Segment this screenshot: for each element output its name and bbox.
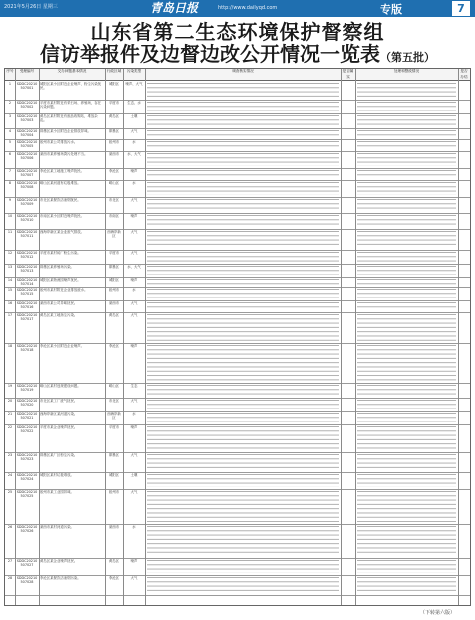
region: 市北区 xyxy=(108,399,120,403)
investigation-text xyxy=(147,577,339,593)
column-divider xyxy=(145,69,146,605)
handling-text xyxy=(357,115,456,126)
handling-text xyxy=(357,345,456,381)
issue-summary: 黄岛区某村附近有废品收购站，堆放杂乱。 xyxy=(40,114,98,123)
page-header-bar xyxy=(0,0,475,17)
region: 胶州市 xyxy=(108,490,120,494)
th-issue: 交办问题基本情况 xyxy=(57,69,87,73)
column-divider xyxy=(39,69,40,605)
newspaper-logo: 青岛日报 xyxy=(150,1,199,15)
investigation-text xyxy=(147,474,339,487)
th-verified: 是否属实 xyxy=(342,69,354,79)
issue-summary: 崂山区某村违规建设问题。 xyxy=(40,384,81,388)
region: 黄岛区 xyxy=(108,114,120,118)
region: 即墨区 xyxy=(108,129,120,133)
investigation-text xyxy=(147,426,339,450)
case-id: SDDC20210507011 xyxy=(16,230,38,239)
investigation-text xyxy=(147,385,339,396)
handling-text xyxy=(357,454,456,470)
issue-summary: 莱西市某村河道污染。 xyxy=(40,525,74,529)
investigation-text xyxy=(147,115,339,126)
pollution-type: 大气 xyxy=(130,230,138,234)
region: 黄岛区 xyxy=(108,313,120,317)
section-name: 专版 xyxy=(380,3,402,16)
case-id: SDDC20210507018 xyxy=(16,344,38,353)
issue-summary: 崂山区某河道有垃圾堆放。 xyxy=(40,181,81,185)
issue-summary: 李沧区某餐饮店油烟污染。 xyxy=(40,576,81,580)
table-row xyxy=(5,452,470,473)
row-number: 5 xyxy=(8,140,12,144)
handling-text xyxy=(357,199,456,211)
issue-summary: 即墨区某小区附近企业排放异味。 xyxy=(40,129,91,133)
region: 李沧区 xyxy=(108,169,120,173)
issue-summary: 城阳区某物流园噪声扰民。 xyxy=(40,278,81,282)
th-pollution-type: 污染类型 xyxy=(126,69,142,73)
table-row xyxy=(5,472,470,490)
issue-summary: 莱西市某养殖场粪污处理不当。 xyxy=(40,152,88,156)
investigation-text xyxy=(147,252,339,262)
investigation-text xyxy=(147,302,339,310)
table-row xyxy=(5,424,470,453)
row-number: 28 xyxy=(7,576,13,580)
issue-summary: 平度市某村砖厂粉尘污染。 xyxy=(40,251,81,255)
case-id: SDDC20210507010 xyxy=(16,214,38,223)
row-number: 13 xyxy=(7,265,13,269)
handling-text xyxy=(357,231,456,248)
table-row xyxy=(5,398,470,412)
handling-text xyxy=(357,279,456,285)
handling-text xyxy=(357,385,456,396)
region: 李沧区 xyxy=(108,576,120,580)
table-row xyxy=(5,383,470,399)
pollution-type: 大气 xyxy=(130,313,138,317)
region: 黄岛区 xyxy=(108,559,120,563)
article-title xyxy=(0,21,475,69)
region: 莱西市 xyxy=(108,152,120,156)
issue-summary: 即墨区某养殖场污染。 xyxy=(40,265,74,269)
case-id: SDDC20210507023 xyxy=(16,453,38,462)
region: 城阳区 xyxy=(108,473,120,477)
row-number: 4 xyxy=(8,129,12,133)
region: 莱西市 xyxy=(108,525,120,529)
region: 李沧区 xyxy=(108,344,120,348)
region: 市北区 xyxy=(108,198,120,202)
handling-text xyxy=(357,153,456,166)
row-number: 2 xyxy=(8,101,12,105)
handling-text xyxy=(357,252,456,262)
issue-date: 2021年5月26日 星期三 xyxy=(4,4,58,10)
table-row xyxy=(5,524,470,559)
th-case-id: 受理编号 xyxy=(19,69,35,73)
case-id: SDDC20210507027 xyxy=(16,559,38,568)
case-id: SDDC20210507006 xyxy=(16,152,38,161)
table-row xyxy=(5,180,470,198)
investigation-text xyxy=(147,560,339,573)
issue-summary: 市南区某小区附近噪声扰民。 xyxy=(40,214,85,218)
issue-summary: 黄岛区某企业噪声扰民。 xyxy=(40,559,78,563)
column-divider xyxy=(105,69,106,605)
investigation-text xyxy=(147,130,339,137)
case-id: SDDC20210507016 xyxy=(16,301,38,310)
case-id: SDDC20210507007 xyxy=(16,169,38,178)
page-number: 7 xyxy=(452,1,470,16)
table-row xyxy=(5,558,470,576)
row-number: 21 xyxy=(7,412,13,416)
row-number: 18 xyxy=(7,344,13,348)
pollution-type: 水 xyxy=(132,140,136,144)
region: 即墨区 xyxy=(108,453,120,457)
case-id: SDDC20210507014 xyxy=(16,278,38,286)
investigation-text xyxy=(147,170,339,178)
row-number: 8 xyxy=(8,181,12,185)
issue-summary: 李沧区某小区附近企业噪声。 xyxy=(40,344,85,348)
investigation-text xyxy=(147,153,339,166)
investigation-text xyxy=(147,400,339,409)
issue-summary: 平度市某村附近有采石场、养殖场，存在污染问题。 xyxy=(40,101,102,110)
website-url: http://www.dailyqd.com xyxy=(218,5,278,11)
table-row xyxy=(5,229,470,251)
row-number: 10 xyxy=(7,214,13,218)
pollution-type: 大气 xyxy=(130,301,138,305)
handling-text xyxy=(357,400,456,409)
row-number: 26 xyxy=(7,525,13,529)
pollution-type: 噪声 xyxy=(130,559,138,563)
pollution-type: 大气 xyxy=(130,198,138,202)
row-number: 16 xyxy=(7,301,13,305)
pollution-type: 大气 xyxy=(130,399,138,403)
column-divider xyxy=(458,69,459,605)
case-id: SDDC20210507004 xyxy=(16,129,38,138)
row-number: 9 xyxy=(8,198,12,202)
row-number: 24 xyxy=(7,473,13,477)
handling-text xyxy=(357,491,456,522)
handling-text xyxy=(357,526,456,556)
pollution-type: 生态、水 xyxy=(127,101,141,105)
handling-text xyxy=(357,577,456,593)
handling-text xyxy=(357,302,456,310)
table-row xyxy=(5,287,470,301)
pollution-type: 土壤 xyxy=(130,114,138,118)
table-row xyxy=(5,213,470,230)
region: 市南区 xyxy=(108,214,120,218)
case-id: SDDC20210507008 xyxy=(16,181,38,190)
pollution-type: 噪声 xyxy=(130,214,138,218)
table-row xyxy=(5,113,470,129)
handling-text xyxy=(357,215,456,227)
th-investigation: 调查核实情况 xyxy=(232,69,254,73)
issue-summary: 城阳区某小区附近企业噪声、粉尘污染扰民。 xyxy=(40,82,102,91)
issue-summary: 李沧区某工地施工噪声扰民。 xyxy=(40,169,85,173)
pollution-type: 大气 xyxy=(130,251,138,255)
column-divider xyxy=(123,69,124,605)
issue-summary: 莱西市某公司异味扰民。 xyxy=(40,301,78,305)
th-closed: 是否办结 xyxy=(460,69,468,79)
investigation-text xyxy=(147,413,339,422)
issue-summary: 西海岸新区某企业废气排放。 xyxy=(40,230,85,234)
case-id: SDDC20210507001 xyxy=(16,82,38,91)
region: 西海岸新区 xyxy=(107,230,121,239)
case-id: SDDC20210507005 xyxy=(16,140,38,149)
investigation-text xyxy=(147,289,339,298)
pollution-type: 土壤 xyxy=(130,473,138,477)
issue-summary: 胶州市某公司排放污水。 xyxy=(40,140,78,144)
pollution-type: 噪声 xyxy=(130,278,138,282)
investigation-text xyxy=(147,102,339,111)
table-row xyxy=(5,343,470,384)
pollution-type: 水 xyxy=(132,288,136,292)
table-row xyxy=(5,411,470,425)
pollution-type: 大气 xyxy=(130,129,138,133)
case-id: SDDC20210507015 xyxy=(16,288,38,297)
continued-note: （下转第六版） xyxy=(420,610,456,616)
handling-text xyxy=(357,141,456,149)
handling-text xyxy=(357,182,456,195)
table-header xyxy=(5,69,470,81)
issue-summary: 即墨区某厂区粉尘污染。 xyxy=(40,453,78,457)
title-line-2-text: 信访举报件及边督边改公开情况一览表 xyxy=(40,42,380,66)
issue-summary: 胶州市某村附近企业排放废水。 xyxy=(40,288,88,292)
handling-text xyxy=(357,413,456,422)
investigation-text xyxy=(147,454,339,470)
pollution-type: 生态 xyxy=(130,384,138,388)
region: 平度市 xyxy=(108,101,120,105)
row-number: 17 xyxy=(7,313,13,317)
row-number: 12 xyxy=(7,251,13,255)
row-number: 23 xyxy=(7,453,13,457)
table-row xyxy=(5,250,470,265)
pollution-type: 大气 xyxy=(130,576,138,580)
table-row xyxy=(5,151,470,169)
case-id: SDDC20210507020 xyxy=(16,399,38,408)
table-row xyxy=(5,489,470,525)
table-row xyxy=(5,100,470,114)
investigation-text xyxy=(147,83,339,98)
row-number: 6 xyxy=(8,152,12,156)
case-id: SDDC20210507024 xyxy=(16,473,38,482)
handling-text xyxy=(357,83,456,98)
investigation-text xyxy=(147,266,339,275)
row-number: 27 xyxy=(7,559,13,563)
region: 平度市 xyxy=(108,251,120,255)
handling-text xyxy=(357,170,456,178)
column-divider xyxy=(355,69,356,605)
case-id: SDDC20210507025 xyxy=(16,490,38,499)
investigation-text xyxy=(147,141,339,149)
region: 崂山区 xyxy=(108,181,120,185)
handling-text xyxy=(357,314,456,341)
investigation-text xyxy=(147,199,339,211)
case-id: SDDC20210507003 xyxy=(16,114,38,123)
case-id: SDDC20210507028 xyxy=(16,576,38,585)
th-handling: 处理和整改情况 xyxy=(393,69,420,73)
issue-summary: 胶州市某工业园异味。 xyxy=(40,490,74,494)
case-id: SDDC20210507026 xyxy=(16,525,38,534)
region: 平度市 xyxy=(108,425,120,429)
case-id: SDDC20210507002 xyxy=(16,101,38,110)
region: 城阳区 xyxy=(108,82,120,86)
investigation-text xyxy=(147,526,339,556)
complaints-table xyxy=(4,68,471,606)
pollution-type: 大气 xyxy=(130,490,138,494)
case-id: SDDC20210507009 xyxy=(16,198,38,207)
table-row xyxy=(5,197,470,214)
case-id: SDDC20210507021 xyxy=(16,412,38,421)
pollution-type: 水、大气 xyxy=(127,265,141,269)
case-id: SDDC20210507012 xyxy=(16,251,38,260)
investigation-text xyxy=(147,491,339,522)
pollution-type: 水 xyxy=(132,181,136,185)
row-number: 20 xyxy=(7,399,13,403)
region: 胶州市 xyxy=(108,140,120,144)
pollution-type: 噪声 xyxy=(130,169,138,173)
case-id: SDDC20210507017 xyxy=(16,313,38,322)
region: 城阳区 xyxy=(108,278,120,282)
region: 莱西市 xyxy=(108,301,120,305)
case-id: SDDC20210507013 xyxy=(16,265,38,274)
region: 西海岸新区 xyxy=(107,412,121,421)
issue-summary: 城阳区某村垃圾堆放。 xyxy=(40,473,74,477)
pollution-type: 大气 xyxy=(130,453,138,457)
issue-summary: 平度市某企业噪声扰民。 xyxy=(40,425,78,429)
column-divider xyxy=(15,69,16,605)
table-row xyxy=(5,81,470,101)
row-number: 3 xyxy=(8,114,12,118)
handling-text xyxy=(357,130,456,137)
investigation-text xyxy=(147,345,339,381)
issue-summary: 西海岸新区某河道污染。 xyxy=(40,412,78,416)
row-number: 1 xyxy=(8,82,12,86)
investigation-text xyxy=(147,314,339,341)
row-number: 22 xyxy=(7,425,13,429)
pollution-type: 噪声、大气 xyxy=(125,82,143,86)
region: 即墨区 xyxy=(108,265,120,269)
pollution-type: 水 xyxy=(132,525,136,529)
th-number: 序号 xyxy=(6,69,14,73)
investigation-text xyxy=(147,182,339,195)
row-number: 14 xyxy=(7,278,13,282)
table-row xyxy=(5,312,470,344)
pollution-type: 水、大气 xyxy=(127,152,141,156)
issue-summary: 市北区某工厂废气扰民。 xyxy=(40,399,78,403)
pollution-type: 水 xyxy=(132,412,136,416)
investigation-text xyxy=(147,231,339,248)
title-line-2 xyxy=(0,43,475,69)
region: 崂山区 xyxy=(108,384,120,388)
row-number: 25 xyxy=(7,490,13,494)
table-row xyxy=(5,575,470,596)
title-line-1: 山东省第二生态环境保护督察组 xyxy=(90,20,385,44)
case-id: SDDC20210507022 xyxy=(16,425,38,434)
row-number: 15 xyxy=(7,288,13,292)
issue-summary: 市北区某餐饮店油烟扰民。 xyxy=(40,198,81,202)
th-region: 行政区域 xyxy=(106,69,122,73)
case-id: SDDC20210507019 xyxy=(16,384,38,393)
row-number: 11 xyxy=(7,230,13,234)
table-row xyxy=(5,264,470,278)
investigation-text xyxy=(147,279,339,285)
region: 胶州市 xyxy=(108,288,120,292)
pollution-type: 噪声 xyxy=(130,344,138,348)
row-number: 19 xyxy=(7,384,13,388)
title-batch: （第五批） xyxy=(380,51,435,64)
handling-text xyxy=(357,426,456,450)
issue-summary: 黄岛区某工地扬尘污染。 xyxy=(40,313,78,317)
handling-text xyxy=(357,474,456,487)
handling-text xyxy=(357,102,456,111)
row-number: 7 xyxy=(8,169,12,173)
handling-text xyxy=(357,560,456,573)
pollution-type: 噪声 xyxy=(130,425,138,429)
investigation-text xyxy=(147,215,339,227)
column-divider xyxy=(341,69,342,605)
handling-text xyxy=(357,289,456,298)
handling-text xyxy=(357,266,456,275)
